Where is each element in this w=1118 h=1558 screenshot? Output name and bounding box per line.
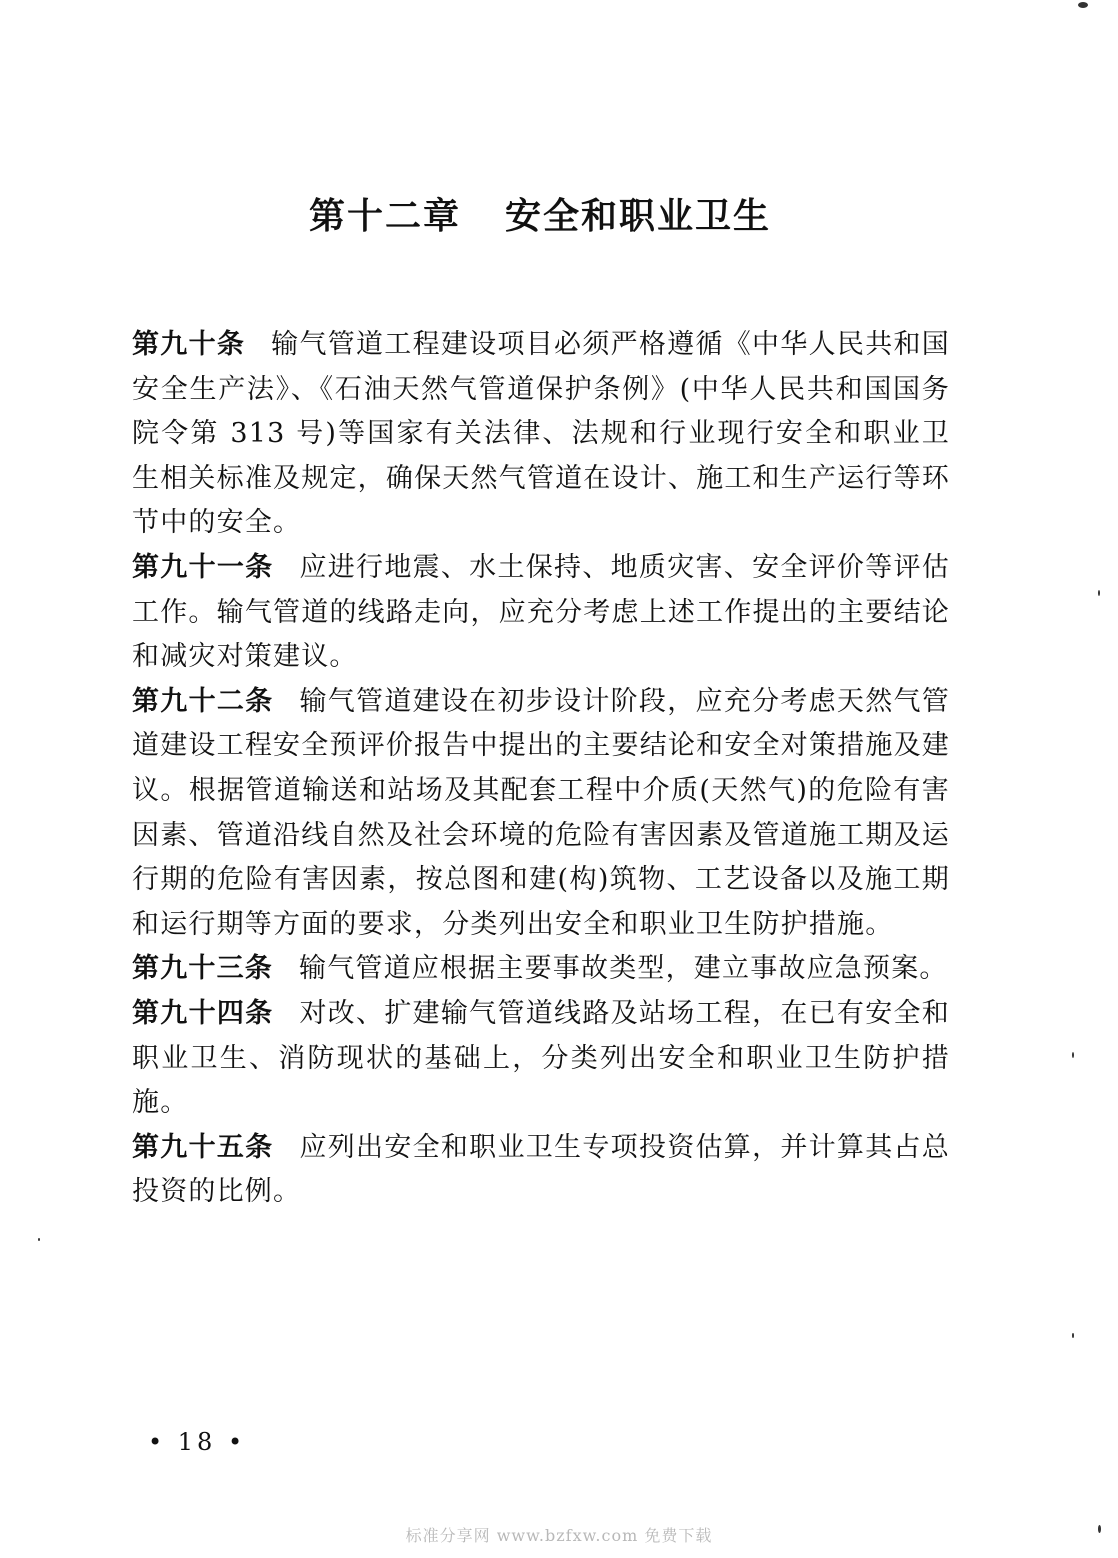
article-text: 输气管道建设在初步设计阶段，应充分考虑天然气管道建设工程安全预评价报告中提出的主要结论和安全对策措施及建议。根据管道输送和站场及其配套工程中介质(天然气)的危险有害因素、管道沿线自然及社会环境的危险有害因素及管道施工期及运行期的危险有害因素，按总图和建(构)筑物、工艺设备以及施工期和运行期等方面的要求，分类列出安全和职业卫生防护措施。 xyxy=(132,685,950,940)
scan-speck xyxy=(1078,2,1088,8)
scan-speck xyxy=(1098,590,1100,596)
footer-watermark: 标准分享网 www.bzfxw.com 免费下载 xyxy=(405,1526,713,1545)
article-number: 第九十三条 xyxy=(132,953,273,985)
article-95 xyxy=(132,1126,950,1215)
article-number: 第九十五条 xyxy=(132,1131,274,1163)
article-number: 第九十二条 xyxy=(132,685,274,717)
chapter-title xyxy=(0,188,1080,239)
chapter-number: 第十二章 xyxy=(308,196,461,237)
scan-speck xyxy=(1098,1525,1101,1533)
article-number: 第九十一条 xyxy=(132,551,274,583)
article-text: 应进行地震、水土保持、地质灾害、安全评价等评估工作。输气管道的线路走向，应充分考虑上述工作提出的主要结论和减灾对策建议。 xyxy=(132,551,950,673)
article-text: 对改、扩建输气管道线路及站场工程，在已有安全和职业卫生、消防现状的基础上，分类列出安全和职业卫生防护措施。 xyxy=(132,997,950,1119)
article-text: 输气管道应根据主要事故类型，建立事故应急预案。 xyxy=(299,953,948,985)
scan-speck xyxy=(1072,1333,1074,1338)
article-list xyxy=(132,323,950,1215)
article-number: 第九十条 xyxy=(132,329,246,360)
article-text: 应列出安全和职业卫生专项投资估算，并计算其占总投资的比例。 xyxy=(132,1131,950,1208)
scan-speck xyxy=(1072,1052,1074,1058)
page-number: • 18 • xyxy=(148,1428,247,1456)
article-number: 第九十四条 xyxy=(132,997,274,1029)
article-91 xyxy=(132,546,950,680)
article-94 xyxy=(132,992,950,1126)
chapter-name: 安全和职业卫生 xyxy=(505,196,772,237)
article-93 xyxy=(132,947,950,992)
scan-speck xyxy=(38,1238,40,1241)
article-text: 输气管道工程建设项目必须严格遵循《中华人民共和国安全生产法》、《石油天然气管道保护条例》(中华人民共和国国务院令第 313 号)等国家有关法律、法规和行业现行安全和职业卫生相关标准及规定，确保天然气管道在设计、施工和生产运行等环节中的安全。 xyxy=(132,329,950,539)
article-90 xyxy=(132,323,950,546)
article-92 xyxy=(132,680,950,948)
